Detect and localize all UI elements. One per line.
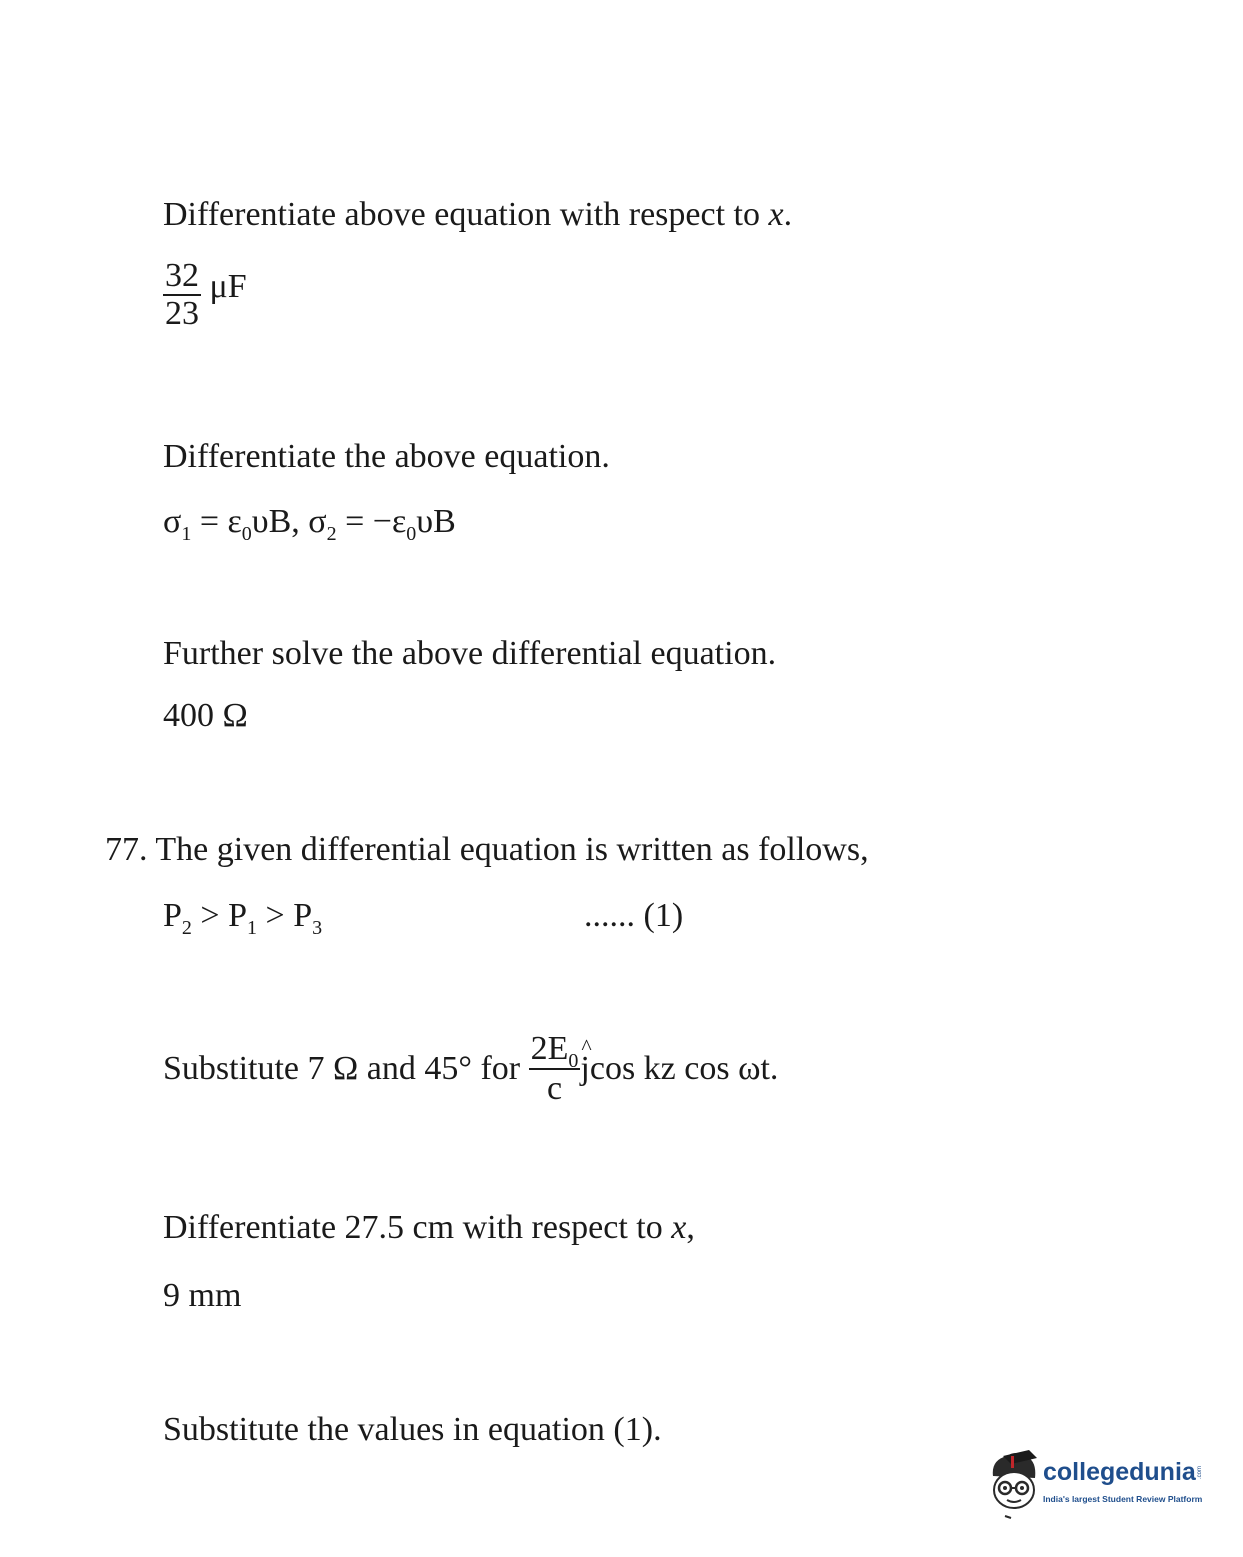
equation-label: ...... (1): [584, 897, 684, 934]
instruction-further-solve: Further solve the above differential equation.: [163, 635, 777, 672]
instruction-differentiate-length: Differentiate 27.5 cm with respect to x,: [163, 1209, 695, 1246]
collegedunia-logo: collegedunia .com India's largest Student Review Platform: [985, 1448, 1215, 1528]
result-resistance: 400 Ω: [163, 697, 248, 734]
fraction: $\frac{32}{23}$: [165, 257, 199, 332]
question-77: 77. The given differential equation is written as follows,: [105, 831, 869, 868]
equation-sigma: $\sigma_1 = \varepsilon_0\upsilon B$, $\sigma_2 = -\varepsilon_0\upsilon B$: [163, 503, 456, 545]
instruction-differentiate-x: Differentiate above equation with respect to x.: [163, 196, 793, 233]
result-capacitance: $\frac{32}{23}$ μF: [165, 257, 247, 332]
substitute-statement: Substitute 7 Ω and 45° for $\frac{2E_0}{c}$ ^ jcos kz cos ωt.: [163, 1030, 778, 1108]
student-mascot-icon: [985, 1448, 1041, 1520]
j-unit-vector: ^ j: [580, 1050, 589, 1088]
instruction-substitute-values: Substitute the values in equation (1).: [163, 1411, 662, 1448]
equation-pressure: $P_2 > P_1 > P_3$: [163, 897, 323, 939]
field-fraction: $\frac{2E_0}{c}$: [530, 1030, 579, 1107]
result-length: 9 mm: [163, 1277, 242, 1314]
instruction-differentiate: Differentiate the above equation.: [163, 438, 610, 475]
